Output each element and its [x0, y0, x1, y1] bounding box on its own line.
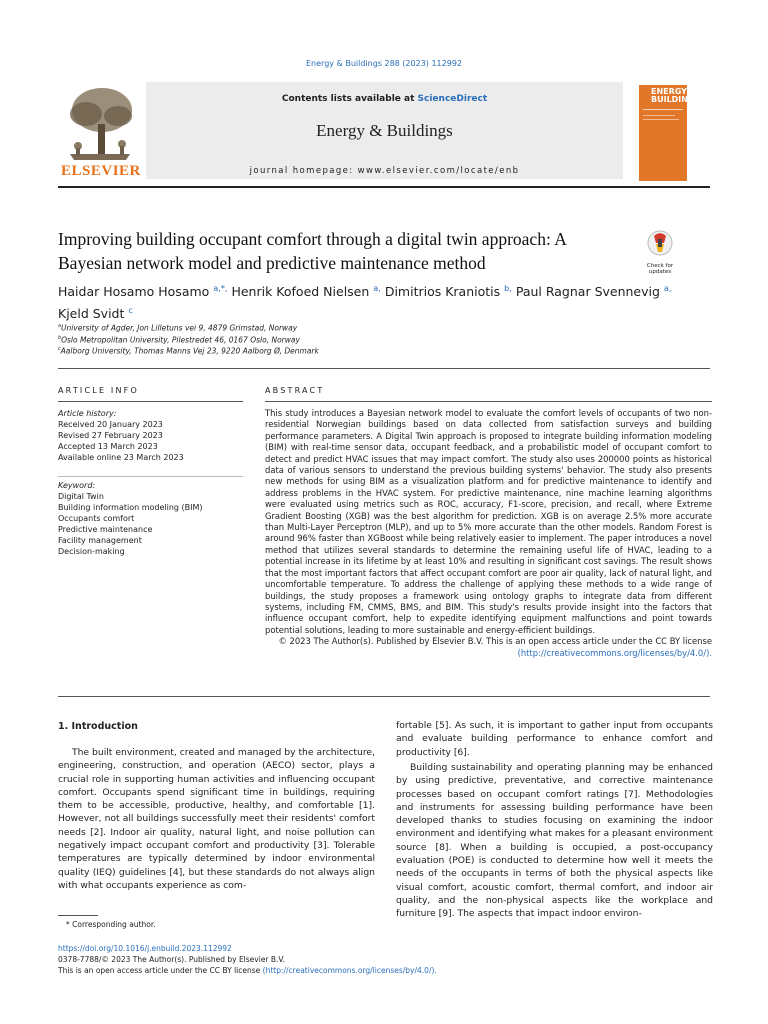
homepage-url[interactable]: www.elsevier.com/locate/enb [357, 166, 520, 176]
license-text: © 2023 The Author(s). Published by Elsevier B.V. This is an open access article under the CC BY license [278, 636, 712, 647]
contents-line [146, 94, 623, 104]
affiliation [58, 346, 319, 356]
author[interactable] [385, 284, 512, 299]
abstract-bottom-rule [58, 696, 710, 697]
author-affiliation-mark[interactable]: a,*, [213, 283, 228, 293]
affiliation-mark: a [58, 323, 61, 329]
introduction-heading: 1. Introduction [58, 721, 138, 732]
intro-right-paragraph-2: Building sustainability and operating planning may be enhanced by using predictive, preventative, and corrective maintenance processes based on occupant comfort ratings [7]. Methodologies and instruments for assessing building performance have been developed thanks to studies focusing on examining the indoor environment and identifying what makes for a pleasant environment source [8]. When a building is occupied, a post-occupancy evaluation (POE) is conducted to determine how well it meets the needs of the occupants in terms of both the physical aspects like visual comfort, acoustic comfort, thermal comfort, and indoor air quality, and the non-physical aspects like the workplace and furniture [9]. The aspects that impact indoor environ- [396, 762, 713, 920]
abstract-body [265, 408, 712, 659]
affiliation-rule [58, 368, 710, 369]
article-info-rule [58, 401, 243, 402]
author-name: Henrik Kofoed Nielsen [231, 284, 370, 300]
cover-title-line1: ENERGY [651, 87, 687, 96]
open-access-link[interactable]: (http://creativecommons.org/licenses/by/4.0/). [262, 966, 437, 975]
cover-title [651, 88, 700, 104]
author-affiliation-mark[interactable]: a, [373, 283, 381, 293]
contents-prefix: Contents lists available at [281, 94, 418, 104]
author-name: Dimitrios Kraniotis [384, 284, 501, 300]
crossmark-label: Check for updates [646, 263, 674, 275]
keyword: Digital Twin [58, 492, 104, 501]
elsevier-tree-logo [60, 84, 140, 162]
keyword: Facility management [58, 536, 142, 545]
elsevier-logo-text: ELSEVIER [61, 163, 141, 179]
author-affiliation-mark[interactable]: c [128, 305, 133, 316]
keywords-block [58, 480, 243, 557]
abstract-text: This study introduces a Bayesian network model to evaluate the comfort levels of occupants of two non-residential Norwegian buildings based on data collected from satisfaction surveys and building performance parameters. A Digital Twin approach is proposed to integrate building information modeling (BIM) with real-time sensor data, occupant feedback, and a probabilistic model of occupant comfort to detect and predict HVAC issues that may impact comfort. The study also uses 200000 points as historical data of various sensors to understand the previous building systems' behavior. The study also presents new methods for using BIM as a visualization platform and for predictive maintenance to identify and address problems in the HVAC system. For predictive maintenance, nine machine learning algorithms were evaluated using metrics such as ROC, accuracy, F1-score, precision, and recall, where Extreme Gradient Boosting (XGB) was the best algorithm for prediction. XGB is on average 2.5% more accurate than Multi-Layer Perceptron (MLP), and up to 5% more accurate than the other models. Random Forest is around 96% faster than XGBoost while being relatively easier to implement. The paper introduces a novel method that utilizes several standards to determine the remaining useful life of HVAC, leading to a potential increase in its lifetime by at least 10% and resulting in significant cost savings. The result shows that the most important factors that affect occupant comfort are poor air quality, lack of natural light, and uncomfortable temperature. To address the challenge of applying these methods to a wide range of buildings, the study proposes a framework using ontology graphs to integrate data from different systems, including FM, CMMS, BMS, and BIM. This study's results provide insight into the factors that influence occupant comfort, help to expedite identifying equipment malfunctions and point towards potential solutions, leading to more sustainable and energy-efficient buildings. [265, 408, 712, 635]
article-title: Improving building occupant comfort through a digital twin approach: A Bayesian network model and predictive maintenance method [58, 229, 566, 273]
history-date: Available online 23 March 2023 [58, 453, 184, 462]
author-name: Kjeld Svidt [58, 306, 125, 322]
author[interactable] [231, 284, 380, 299]
corresponding-author-note: * Corresponding author. [66, 920, 156, 929]
intro-right-paragraph-1: fortable [5]. As such, it is important to gather input from occupants and evaluate building performance to enhance comfort and productivity [6]. [396, 720, 713, 758]
doi-link[interactable]: https://doi.org/10.1016/j.enbuild.2023.112992 [58, 944, 232, 953]
footnote-rule [58, 915, 98, 916]
header-rule [58, 186, 710, 188]
author-affiliation-mark[interactable]: a, [663, 283, 672, 293]
cover-title-line2: BUILDINGS [651, 95, 701, 104]
keyword: Decision-making [58, 547, 125, 556]
author[interactable] [58, 306, 133, 321]
history-date: Revised 27 February 2023 [58, 431, 163, 440]
journal-cover-thumbnail[interactable] [639, 85, 701, 181]
keywords-rule [58, 476, 243, 477]
open-access-line [58, 966, 437, 975]
affiliation-text: Oslo Metropolitan University, Pilestredet 46, 0167 Oslo, Norway [61, 335, 300, 345]
license-link[interactable]: (http://creativecommons.org/licenses/by/4.0/). [517, 647, 712, 658]
abstract-rule [265, 401, 712, 402]
affiliation-mark: b [58, 335, 62, 341]
article-history [58, 408, 243, 463]
abstract-heading: ABSTRACT [265, 386, 325, 395]
abstract-license [265, 636, 712, 659]
keyword: Occupants comfort [58, 514, 135, 523]
history-date: Accepted 13 March 2023 [58, 442, 158, 451]
author-name: Haidar Hosamo Hosamo [58, 284, 210, 300]
article-history-label: Article history: [58, 409, 117, 418]
author-list [58, 279, 708, 323]
article-info-heading: ARTICLE INFO [58, 386, 139, 395]
history-date: Received 20 January 2023 [58, 420, 163, 429]
affiliation-mark: c [58, 346, 61, 352]
keywords-label: Keyword: [58, 481, 96, 490]
intro-left-paragraph: The built environment, created and managed by the architecture, engineering, construction, and operation (AECO) sector, plays a crucial role in supporting human activities and influencing occupant comfort. Occupants spend significant time in buildings, requiring them to be accessible, productive, healthy, and comfortable [1]. However, not all buildings successfully meet their residents' comfort needs [2]. Indoor air quality, natural light, and noise pollution can negatively impact occupant comfort and productivity [3]. Tolerable temperatures are typically determined by indoor environmental quality (IEQ) guidelines [4], but these standards do not always align with what occupants experience as com- [58, 747, 375, 891]
author[interactable] [58, 284, 227, 299]
journal-citation[interactable]: Energy & Buildings 288 (2023) 112992 [306, 59, 462, 68]
issn-line: 0378-7788/© 2023 The Author(s). Published by Elsevier B.V. [58, 955, 285, 964]
homepage-prefix: journal homepage: [249, 166, 358, 176]
journal-name: Energy & Buildings [316, 121, 453, 140]
sciencedirect-link[interactable]: ScienceDirect [417, 94, 488, 104]
author-name: Paul Ragnar Svennevig [515, 284, 660, 300]
crossmark-icon [642, 230, 678, 258]
open-access-text: This is an open access article under the CC BY license [58, 966, 263, 975]
keyword: Building information modeling (BIM) [58, 503, 203, 512]
affiliation-text: University of Agder, Jon Lilletuns vei 9, 4879 Grimstad, Norway [60, 323, 298, 333]
journal-homepage [146, 166, 623, 176]
author-affiliation-mark[interactable]: b, [504, 283, 512, 293]
author[interactable] [516, 284, 672, 299]
affiliation-text: Aalborg University, Thomas Manns Vej 23, 9220 Aalborg Ø, Denmark [60, 346, 319, 356]
affiliation [58, 335, 300, 345]
affiliation [58, 323, 297, 333]
keyword: Predictive maintenance [58, 525, 153, 534]
check-for-updates-badge[interactable] [642, 230, 678, 275]
